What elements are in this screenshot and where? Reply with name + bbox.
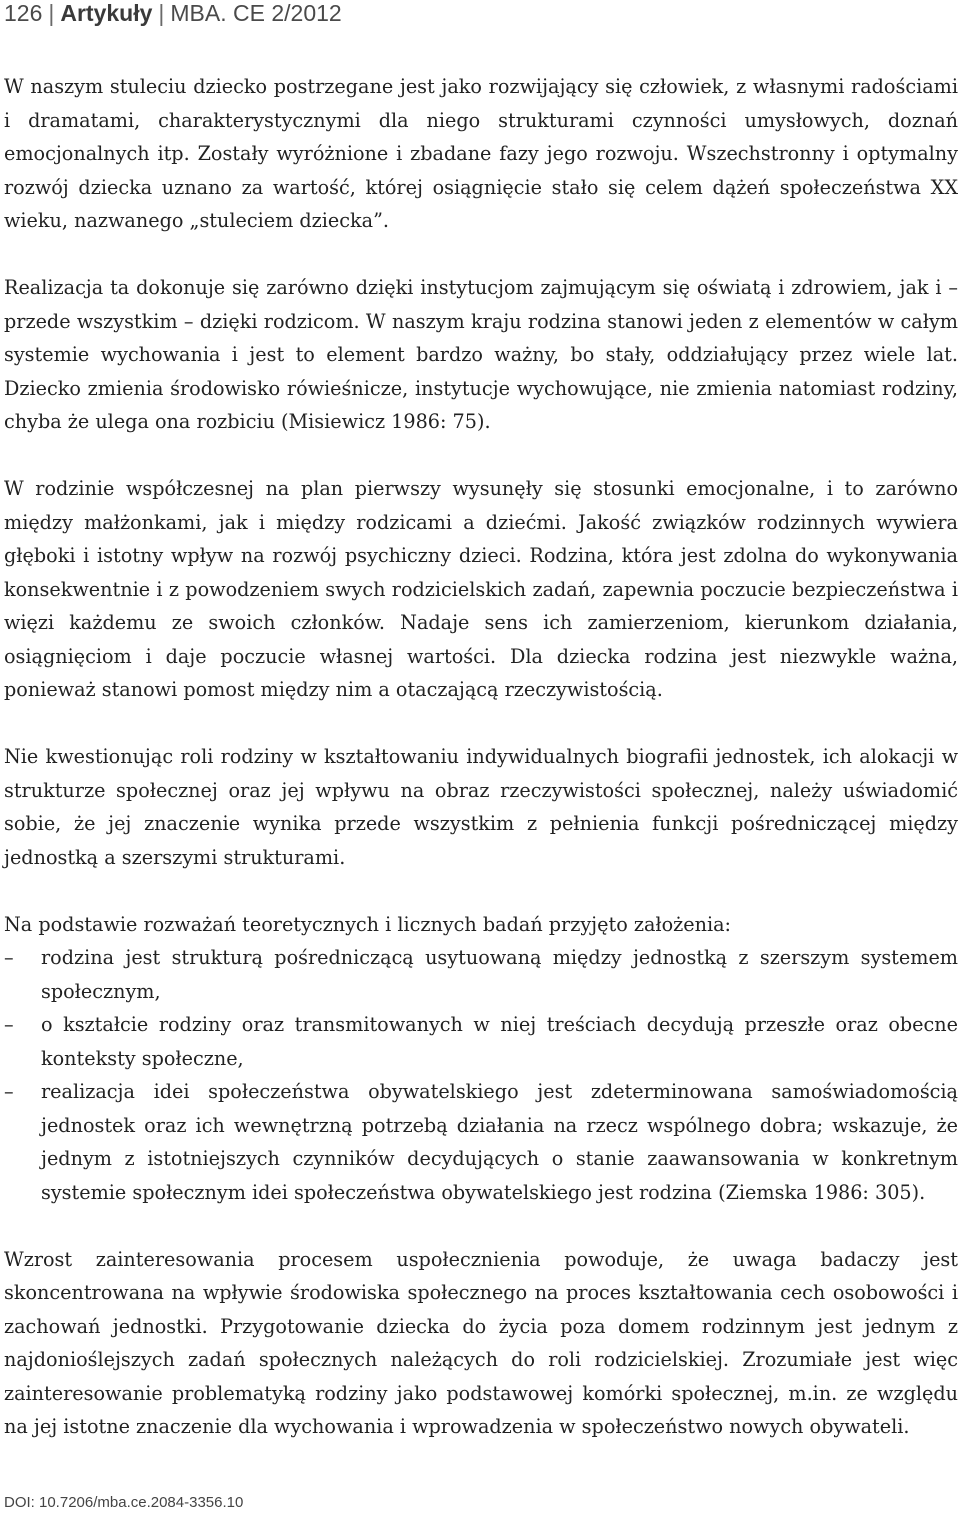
doi-footer: DOI: 10.7206/mba.ce.2084-3356.10	[4, 1494, 244, 1511]
running-header	[4, 0, 342, 30]
journal-name: MBA. CE 2/2012	[170, 0, 342, 26]
dash-bullet: –	[4, 1080, 14, 1103]
list-item-text: o kształcie rodziny oraz transmitowanych w niej treściach decydują przeszłe oraz obecne konteksty społeczne,	[41, 1013, 958, 1070]
article-body	[4, 70, 958, 1444]
page-number: 126	[4, 0, 43, 26]
list-item-text: realizacja idei społeczeństwa obywatelskiego jest zdeterminowana samoświadomością jednostek oraz ich wewnętrzną potrzebą działania na rzecz wspólnego dobra; wskazuje, że jednym z istotniejszych czynników decydujących o stanie zaawansowania w konkretnym systemie społecznym idei społeczeństwa obywatelskiego jest rodzina (Ziemska 1986: 305).	[41, 1080, 958, 1204]
paragraph-2: Realizacja ta dokonuje się zarówno dzięki instytucjom zajmującym się oświatą i zdrowiem, jak i – przede wszystkim – dzięki rodzicom. W naszym kraju rodzina stanowi jeden z elementów w całym systemie wychowania i jest to element bardzo ważny, bo stały, oddziałujący przez wiele lat. Dziecko zmienia środowisko rówieśnicze, instytucje wychowujące, nie zmienia natomiast rodziny, chyba że ulega ona rozbiciu (Misiewicz 1986: 75).	[4, 276, 958, 433]
header-separator-2: |	[158, 0, 165, 26]
dash-bullet: –	[4, 1013, 14, 1036]
list-item	[4, 941, 958, 1008]
paragraph-5-list-intro: Na podstawie rozważań teoretycznych i licznych badań przyjęto założenia:	[4, 912, 732, 936]
header-separator: |	[48, 0, 55, 26]
paragraph-4: Nie kwestionując roli rodziny w kształtowaniu indywidualnych biografii jednostek, ich alokacji w strukturze społecznej oraz jej wpływu na obraz rzeczywistości społecznej, należy uświadomić sobie, że jej znaczenie wynika przede wszystkim z pełnienia funkcji pośredniczącej między jednostką a szerszymi strukturami.	[4, 745, 958, 869]
list-item	[4, 1075, 958, 1209]
paragraph-1: W naszym stuleciu dziecko postrzegane jest jako rozwijający się człowiek, z własnymi radościami i dramatami, charakterystycznymi dla niego strukturami czynności umysłowych, doznań emocjonalnych itp. Zostały wyróżnione i zbadane fazy jego rozwoju. Wszechstronny i optymalny rozwój dziecka uznano za wartość, której osiągnięcie stało się celem dążeń społeczeństwa XX wieku, nazwanego „stuleciem dziecka”.	[4, 75, 958, 232]
list-item-text: rodzina jest strukturą pośredniczącą usytuowaną między jednostką z szerszym systemem społecznym,	[41, 946, 958, 1003]
section-title: Artykuły	[60, 0, 153, 26]
list-item	[4, 1008, 958, 1075]
paragraph-3: W rodzinie współczesnej na plan pierwszy wysunęły się stosunki emocjonalne, i to zarówno między małżonkami, jak i między rodzicami a dziećmi. Jakość związków rodzinnych wywiera głęboki i istotny wpływ na rozwój psychiczny dzieci. Rodzina, która jest zdolna do wykonywania konsekwentnie i z powodzeniem swych rodzicielskich zadań, zapewnia poczucie bezpieczeństwa i więzi każdemu ze swoich członków. Nadaje sens ich zamierzeniom, kierunkom działania, osiągnięciom i daje poczucie własnej wartości. Dla dziecka rodzina jest niezwykle ważna, ponieważ stanowi pomost między nim a otaczającą rzeczywistością.	[4, 477, 958, 701]
dash-bullet: –	[4, 946, 14, 969]
paragraph-final: Wzrost zainteresowania procesem uspołecznienia powoduje, że uwaga badaczy jest skoncentrowana na wpływie środowiska społecznego na proces kształtowania cech osobowości i zachowań jednostki. Przygotowanie dziecka do życia poza domem rodzinnym jest jednym z najdonioślejszych zadań społecznych należących do roli rodzicielskiej. Zrozumiałe jest więc zainteresowanie problematyką rodziny jako podstawowej komórki społecznej, m.in. ze względu na jej istotne znaczenie dla wychowania i wprowadzenia w społeczeństwo nowych obywateli.	[4, 1247, 958, 1438]
assumptions-list	[4, 941, 958, 1209]
